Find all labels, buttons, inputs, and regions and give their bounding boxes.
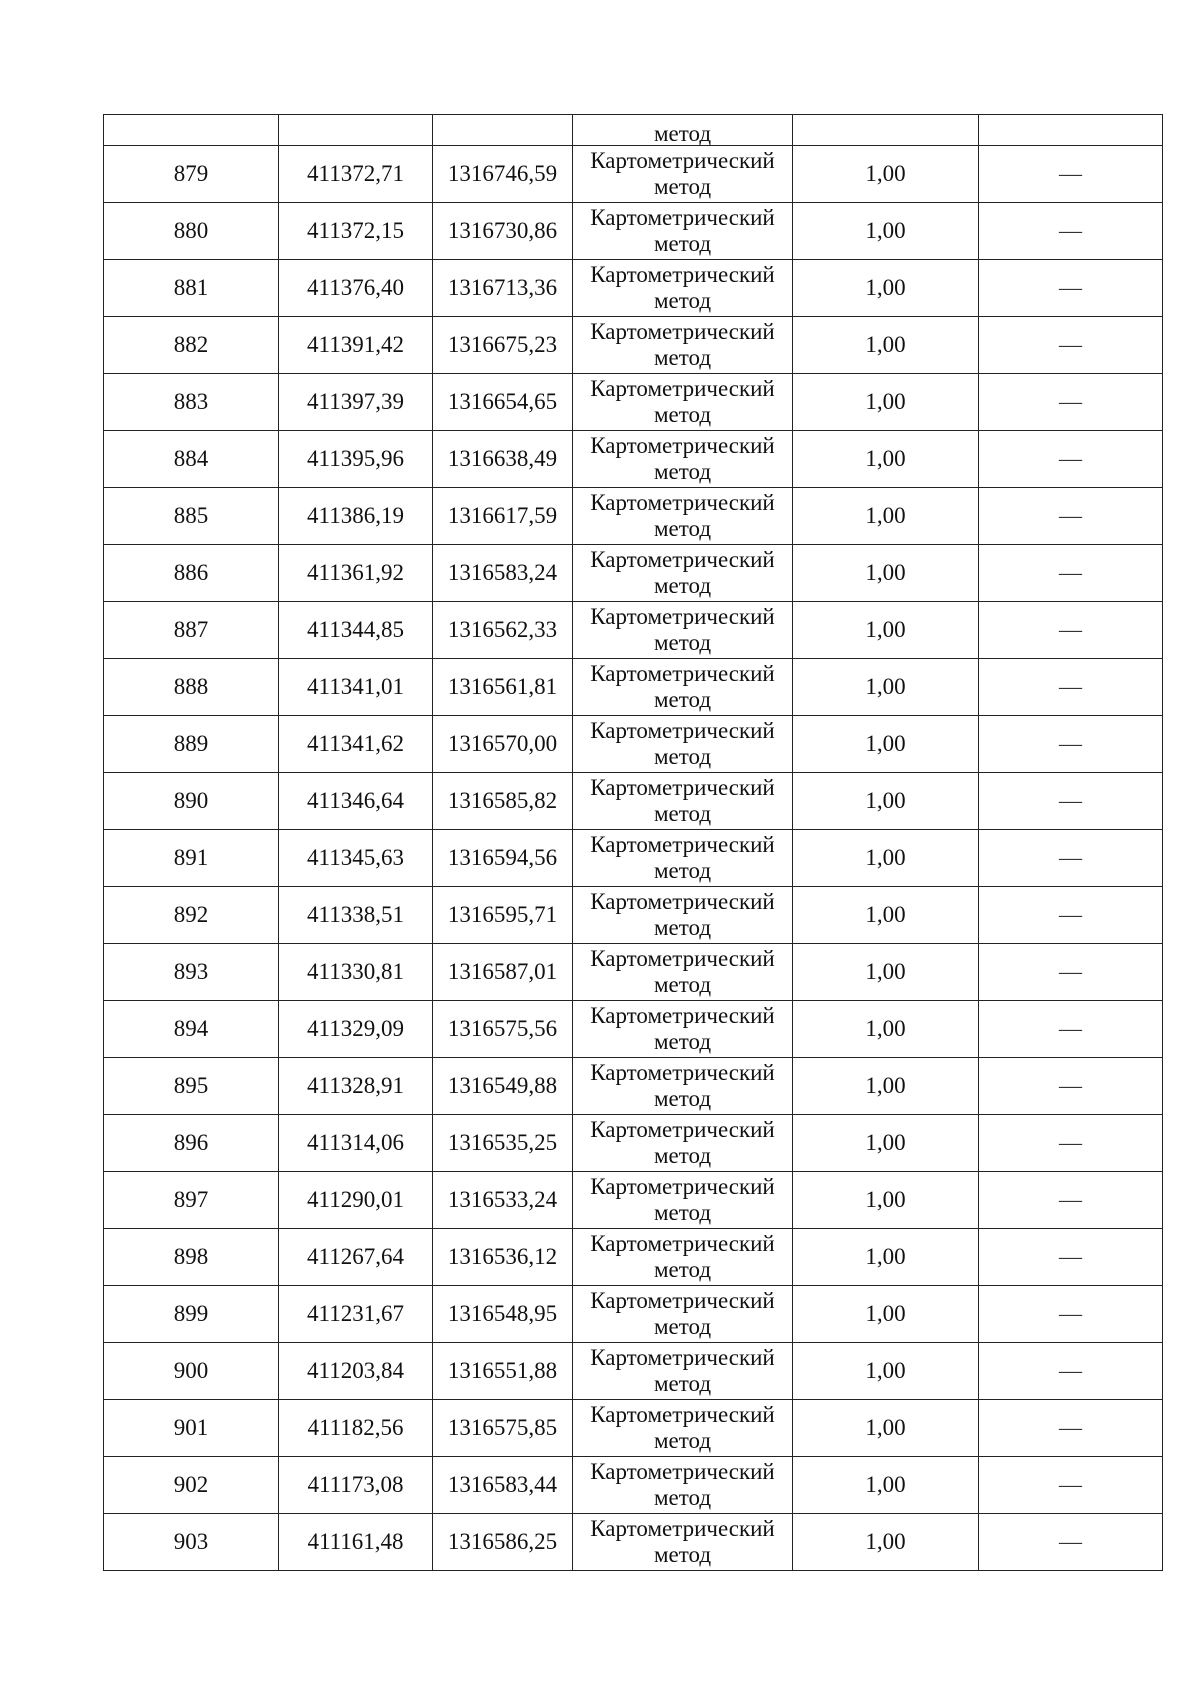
y-coordinate-cell: 1316536,12 bbox=[433, 1229, 573, 1286]
point-number-cell: 887 bbox=[104, 602, 279, 659]
method-line-1: Картометрический bbox=[590, 1516, 775, 1541]
accuracy-cell: 1,00 bbox=[793, 887, 979, 944]
y-coordinate-cell: 1316533,24 bbox=[433, 1172, 573, 1229]
accuracy-cell: 1,00 bbox=[793, 830, 979, 887]
point-number-cell: 884 bbox=[104, 431, 279, 488]
y-coordinate-cell: 1316585,82 bbox=[433, 773, 573, 830]
method-line-2: метод bbox=[653, 1029, 712, 1054]
method-line-2: метод bbox=[653, 1428, 712, 1453]
accuracy-cell: 1,00 bbox=[793, 146, 979, 203]
point-number-cell: 897 bbox=[104, 1172, 279, 1229]
method-line-1: Картометрический bbox=[590, 1345, 775, 1370]
method-cell bbox=[573, 944, 793, 1001]
table-row bbox=[104, 1286, 1163, 1343]
method-line-2: метод bbox=[653, 1314, 712, 1339]
method-line-1: Картометрический bbox=[590, 490, 775, 515]
method-line-1: Картометрический bbox=[590, 1003, 775, 1028]
y-coordinate-cell: 1316575,85 bbox=[433, 1400, 573, 1457]
accuracy-cell: 1,00 bbox=[793, 1229, 979, 1286]
point-number-cell: 885 bbox=[104, 488, 279, 545]
method-line-1: Картометрический bbox=[590, 148, 775, 173]
y-coordinate-cell: 1316617,59 bbox=[433, 488, 573, 545]
x-coordinate-cell: 411341,62 bbox=[279, 716, 433, 773]
point-number-cell: 901 bbox=[104, 1400, 279, 1457]
method-cell bbox=[573, 830, 793, 887]
method-cell bbox=[573, 488, 793, 545]
y-coordinate-cell: 1316654,65 bbox=[433, 374, 573, 431]
note-cell: — bbox=[979, 1001, 1163, 1058]
x-coordinate-cell: 411344,85 bbox=[279, 602, 433, 659]
y-coordinate-cell: 1316535,25 bbox=[433, 1115, 573, 1172]
y-coordinate-cell: 1316575,56 bbox=[433, 1001, 573, 1058]
point-number-cell: 896 bbox=[104, 1115, 279, 1172]
method-line-1: Картометрический bbox=[590, 319, 775, 344]
note-cell: — bbox=[979, 1400, 1163, 1457]
y-coordinate-cell: 1316675,23 bbox=[433, 317, 573, 374]
table-row bbox=[104, 1001, 1163, 1058]
method-line-1: Картометрический bbox=[590, 1459, 775, 1484]
point-number-cell: 894 bbox=[104, 1001, 279, 1058]
point-number-cell: 883 bbox=[104, 374, 279, 431]
method-line-2: метод bbox=[653, 516, 712, 541]
table-row bbox=[104, 1058, 1163, 1115]
x-coordinate-cell bbox=[279, 115, 433, 146]
method-line-2: метод bbox=[653, 174, 712, 199]
x-coordinate-cell: 411376,40 bbox=[279, 260, 433, 317]
note-cell: — bbox=[979, 317, 1163, 374]
x-coordinate-cell: 411397,39 bbox=[279, 374, 433, 431]
method-cell bbox=[573, 317, 793, 374]
point-number-cell: 881 bbox=[104, 260, 279, 317]
method-line-2: метод bbox=[653, 402, 712, 427]
x-coordinate-cell: 411329,09 bbox=[279, 1001, 433, 1058]
x-coordinate-cell: 411345,63 bbox=[279, 830, 433, 887]
method-line-2: метод bbox=[653, 972, 712, 997]
x-coordinate-cell: 411203,84 bbox=[279, 1343, 433, 1400]
point-number-cell: 895 bbox=[104, 1058, 279, 1115]
accuracy-cell bbox=[793, 115, 979, 146]
accuracy-cell: 1,00 bbox=[793, 431, 979, 488]
x-coordinate-cell: 411395,96 bbox=[279, 431, 433, 488]
x-coordinate-cell: 411361,92 bbox=[279, 545, 433, 602]
method-line-2: метод bbox=[653, 1542, 712, 1567]
point-number-cell bbox=[104, 115, 279, 146]
accuracy-cell: 1,00 bbox=[793, 1514, 979, 1571]
x-coordinate-cell: 411338,51 bbox=[279, 887, 433, 944]
note-cell: — bbox=[979, 773, 1163, 830]
point-number-cell: 890 bbox=[104, 773, 279, 830]
y-coordinate-cell: 1316746,59 bbox=[433, 146, 573, 203]
table-row bbox=[104, 146, 1163, 203]
method-cell bbox=[573, 1400, 793, 1457]
table-row bbox=[104, 1172, 1163, 1229]
accuracy-cell: 1,00 bbox=[793, 1058, 979, 1115]
method-cell bbox=[573, 602, 793, 659]
note-cell bbox=[979, 115, 1163, 146]
accuracy-cell: 1,00 bbox=[793, 773, 979, 830]
method-line-1: Картометрический bbox=[590, 433, 775, 458]
accuracy-cell: 1,00 bbox=[793, 1457, 979, 1514]
y-coordinate-cell: 1316595,71 bbox=[433, 887, 573, 944]
point-number-cell: 893 bbox=[104, 944, 279, 1001]
y-coordinate-cell: 1316587,01 bbox=[433, 944, 573, 1001]
table-row bbox=[104, 773, 1163, 830]
table-row bbox=[104, 1400, 1163, 1457]
method-cell bbox=[573, 1001, 793, 1058]
note-cell: — bbox=[979, 1115, 1163, 1172]
note-cell: — bbox=[979, 260, 1163, 317]
point-number-cell: 879 bbox=[104, 146, 279, 203]
note-cell: — bbox=[979, 1229, 1163, 1286]
accuracy-cell: 1,00 bbox=[793, 203, 979, 260]
table-row bbox=[104, 602, 1163, 659]
point-number-cell: 880 bbox=[104, 203, 279, 260]
accuracy-cell: 1,00 bbox=[793, 944, 979, 1001]
method-line-2: метод bbox=[653, 1485, 712, 1510]
note-cell: — bbox=[979, 716, 1163, 773]
y-coordinate-cell: 1316594,56 bbox=[433, 830, 573, 887]
method-cell bbox=[573, 1457, 793, 1514]
method-line-1: Картометрический bbox=[590, 547, 775, 572]
table-row bbox=[104, 1343, 1163, 1400]
point-number-cell: 886 bbox=[104, 545, 279, 602]
method-line-2: метод bbox=[653, 345, 712, 370]
method-cell: метод bbox=[573, 115, 793, 146]
method-line-2: метод bbox=[653, 573, 712, 598]
table-body bbox=[104, 115, 1163, 1571]
note-cell: — bbox=[979, 659, 1163, 716]
accuracy-cell: 1,00 bbox=[793, 1172, 979, 1229]
point-number-cell: 891 bbox=[104, 830, 279, 887]
y-coordinate-cell: 1316730,86 bbox=[433, 203, 573, 260]
x-coordinate-cell: 411391,42 bbox=[279, 317, 433, 374]
method-line-2: метод bbox=[653, 1143, 712, 1168]
method-line-1: Картометрический bbox=[590, 1117, 775, 1142]
y-coordinate-cell: 1316713,36 bbox=[433, 260, 573, 317]
method-line-1: Картометрический bbox=[590, 604, 775, 629]
y-coordinate-cell: 1316586,25 bbox=[433, 1514, 573, 1571]
method-cell bbox=[573, 1115, 793, 1172]
table-row bbox=[104, 1457, 1163, 1514]
method-cell bbox=[573, 1172, 793, 1229]
method-line-2: метод bbox=[653, 1200, 712, 1225]
method-line-1: Картометрический bbox=[590, 1288, 775, 1313]
accuracy-cell: 1,00 bbox=[793, 488, 979, 545]
note-cell: — bbox=[979, 374, 1163, 431]
y-coordinate-cell: 1316583,44 bbox=[433, 1457, 573, 1514]
accuracy-cell: 1,00 bbox=[793, 374, 979, 431]
method-line-1: Картометрический bbox=[590, 775, 775, 800]
note-cell: — bbox=[979, 203, 1163, 260]
method-line-2: метод bbox=[653, 288, 712, 313]
table-row bbox=[104, 944, 1163, 1001]
table-row bbox=[104, 317, 1163, 374]
method-cell bbox=[573, 716, 793, 773]
accuracy-cell: 1,00 bbox=[793, 1400, 979, 1457]
point-number-cell: 900 bbox=[104, 1343, 279, 1400]
note-cell: — bbox=[979, 1058, 1163, 1115]
method-line-2: метод bbox=[653, 915, 712, 940]
method-line-2: метод bbox=[653, 858, 712, 883]
method-line-2: метод bbox=[653, 687, 712, 712]
x-coordinate-cell: 411314,06 bbox=[279, 1115, 433, 1172]
table-row bbox=[104, 1514, 1163, 1571]
point-number-cell: 903 bbox=[104, 1514, 279, 1571]
method-cell bbox=[573, 260, 793, 317]
point-number-cell: 892 bbox=[104, 887, 279, 944]
method-line-1: Картометрический bbox=[590, 718, 775, 743]
method-cell bbox=[573, 1343, 793, 1400]
x-coordinate-cell: 411372,71 bbox=[279, 146, 433, 203]
note-cell: — bbox=[979, 1457, 1163, 1514]
method-cell bbox=[573, 203, 793, 260]
table-row bbox=[104, 203, 1163, 260]
note-cell: — bbox=[979, 830, 1163, 887]
y-coordinate-cell: 1316548,95 bbox=[433, 1286, 573, 1343]
y-coordinate-cell: 1316570,00 bbox=[433, 716, 573, 773]
x-coordinate-cell: 411231,67 bbox=[279, 1286, 433, 1343]
method-cell bbox=[573, 374, 793, 431]
method-cell bbox=[573, 1286, 793, 1343]
note-cell: — bbox=[979, 1172, 1163, 1229]
method-cell bbox=[573, 545, 793, 602]
table-row bbox=[104, 260, 1163, 317]
method-line-1: Картометрический bbox=[590, 661, 775, 686]
x-coordinate-cell: 411173,08 bbox=[279, 1457, 433, 1514]
method-line-2: метод bbox=[653, 231, 712, 256]
method-cell bbox=[573, 1229, 793, 1286]
method-cell bbox=[573, 146, 793, 203]
x-coordinate-cell: 411290,01 bbox=[279, 1172, 433, 1229]
point-number-cell: 898 bbox=[104, 1229, 279, 1286]
note-cell: — bbox=[979, 1286, 1163, 1343]
note-cell: — bbox=[979, 545, 1163, 602]
note-cell: — bbox=[979, 431, 1163, 488]
point-number-cell: 902 bbox=[104, 1457, 279, 1514]
point-number-cell: 889 bbox=[104, 716, 279, 773]
note-cell: — bbox=[979, 887, 1163, 944]
y-coordinate-cell bbox=[433, 115, 573, 146]
table-row bbox=[104, 374, 1163, 431]
y-coordinate-cell: 1316583,24 bbox=[433, 545, 573, 602]
method-line-1: Картометрический bbox=[590, 1174, 775, 1199]
note-cell: — bbox=[979, 602, 1163, 659]
accuracy-cell: 1,00 bbox=[793, 1001, 979, 1058]
y-coordinate-cell: 1316551,88 bbox=[433, 1343, 573, 1400]
table-row bbox=[104, 431, 1163, 488]
accuracy-cell: 1,00 bbox=[793, 545, 979, 602]
method-line-1: Картометрический bbox=[590, 1060, 775, 1085]
method-cell bbox=[573, 431, 793, 488]
x-coordinate-cell: 411267,64 bbox=[279, 1229, 433, 1286]
accuracy-cell: 1,00 bbox=[793, 716, 979, 773]
accuracy-cell: 1,00 bbox=[793, 1286, 979, 1343]
x-coordinate-cell: 411328,91 bbox=[279, 1058, 433, 1115]
accuracy-cell: 1,00 bbox=[793, 260, 979, 317]
note-cell: — bbox=[979, 944, 1163, 1001]
method-cell bbox=[573, 1514, 793, 1571]
x-coordinate-cell: 411372,15 bbox=[279, 203, 433, 260]
point-number-cell: 888 bbox=[104, 659, 279, 716]
x-coordinate-cell: 411386,19 bbox=[279, 488, 433, 545]
coordinates-table bbox=[103, 114, 1163, 1571]
table-row bbox=[104, 830, 1163, 887]
method-line-1: Картометрический bbox=[590, 946, 775, 971]
method-line-1: Картометрический bbox=[590, 1231, 775, 1256]
accuracy-cell: 1,00 bbox=[793, 1115, 979, 1172]
point-number-cell: 899 bbox=[104, 1286, 279, 1343]
method-line-2: метод bbox=[653, 801, 712, 826]
note-cell: — bbox=[979, 146, 1163, 203]
table-row bbox=[104, 488, 1163, 545]
x-coordinate-cell: 411161,48 bbox=[279, 1514, 433, 1571]
note-cell: — bbox=[979, 488, 1163, 545]
accuracy-cell: 1,00 bbox=[793, 602, 979, 659]
continuation-row bbox=[104, 115, 1163, 146]
accuracy-cell: 1,00 bbox=[793, 317, 979, 374]
method-line-2: метод bbox=[653, 1371, 712, 1396]
table-row bbox=[104, 887, 1163, 944]
method-line-2: метод bbox=[653, 1257, 712, 1282]
y-coordinate-cell: 1316549,88 bbox=[433, 1058, 573, 1115]
method-cell bbox=[573, 659, 793, 716]
point-number-cell: 882 bbox=[104, 317, 279, 374]
table-row bbox=[104, 1229, 1163, 1286]
method-line-1: Картометрический bbox=[590, 376, 775, 401]
y-coordinate-cell: 1316561,81 bbox=[433, 659, 573, 716]
table-row bbox=[104, 1115, 1163, 1172]
method-cell bbox=[573, 1058, 793, 1115]
note-cell: — bbox=[979, 1343, 1163, 1400]
method-line-1: Картометрический bbox=[590, 205, 775, 230]
table-row bbox=[104, 545, 1163, 602]
accuracy-cell: 1,00 bbox=[793, 1343, 979, 1400]
x-coordinate-cell: 411346,64 bbox=[279, 773, 433, 830]
method-line-2: метод bbox=[653, 630, 712, 655]
x-coordinate-cell: 411341,01 bbox=[279, 659, 433, 716]
x-coordinate-cell: 411330,81 bbox=[279, 944, 433, 1001]
y-coordinate-cell: 1316638,49 bbox=[433, 431, 573, 488]
method-line-2: метод bbox=[653, 459, 712, 484]
note-cell: — bbox=[979, 1514, 1163, 1571]
method-line-2: метод bbox=[653, 744, 712, 769]
table-row bbox=[104, 659, 1163, 716]
method-line-1: Картометрический bbox=[590, 889, 775, 914]
accuracy-cell: 1,00 bbox=[793, 659, 979, 716]
method-line-1: Картометрический bbox=[590, 832, 775, 857]
method-line-1: Картометрический bbox=[590, 1402, 775, 1427]
method-cell bbox=[573, 887, 793, 944]
table-row bbox=[104, 716, 1163, 773]
method-line-2: метод bbox=[653, 1086, 712, 1111]
method-line-1: Картометрический bbox=[590, 262, 775, 287]
x-coordinate-cell: 411182,56 bbox=[279, 1400, 433, 1457]
y-coordinate-cell: 1316562,33 bbox=[433, 602, 573, 659]
method-cell bbox=[573, 773, 793, 830]
